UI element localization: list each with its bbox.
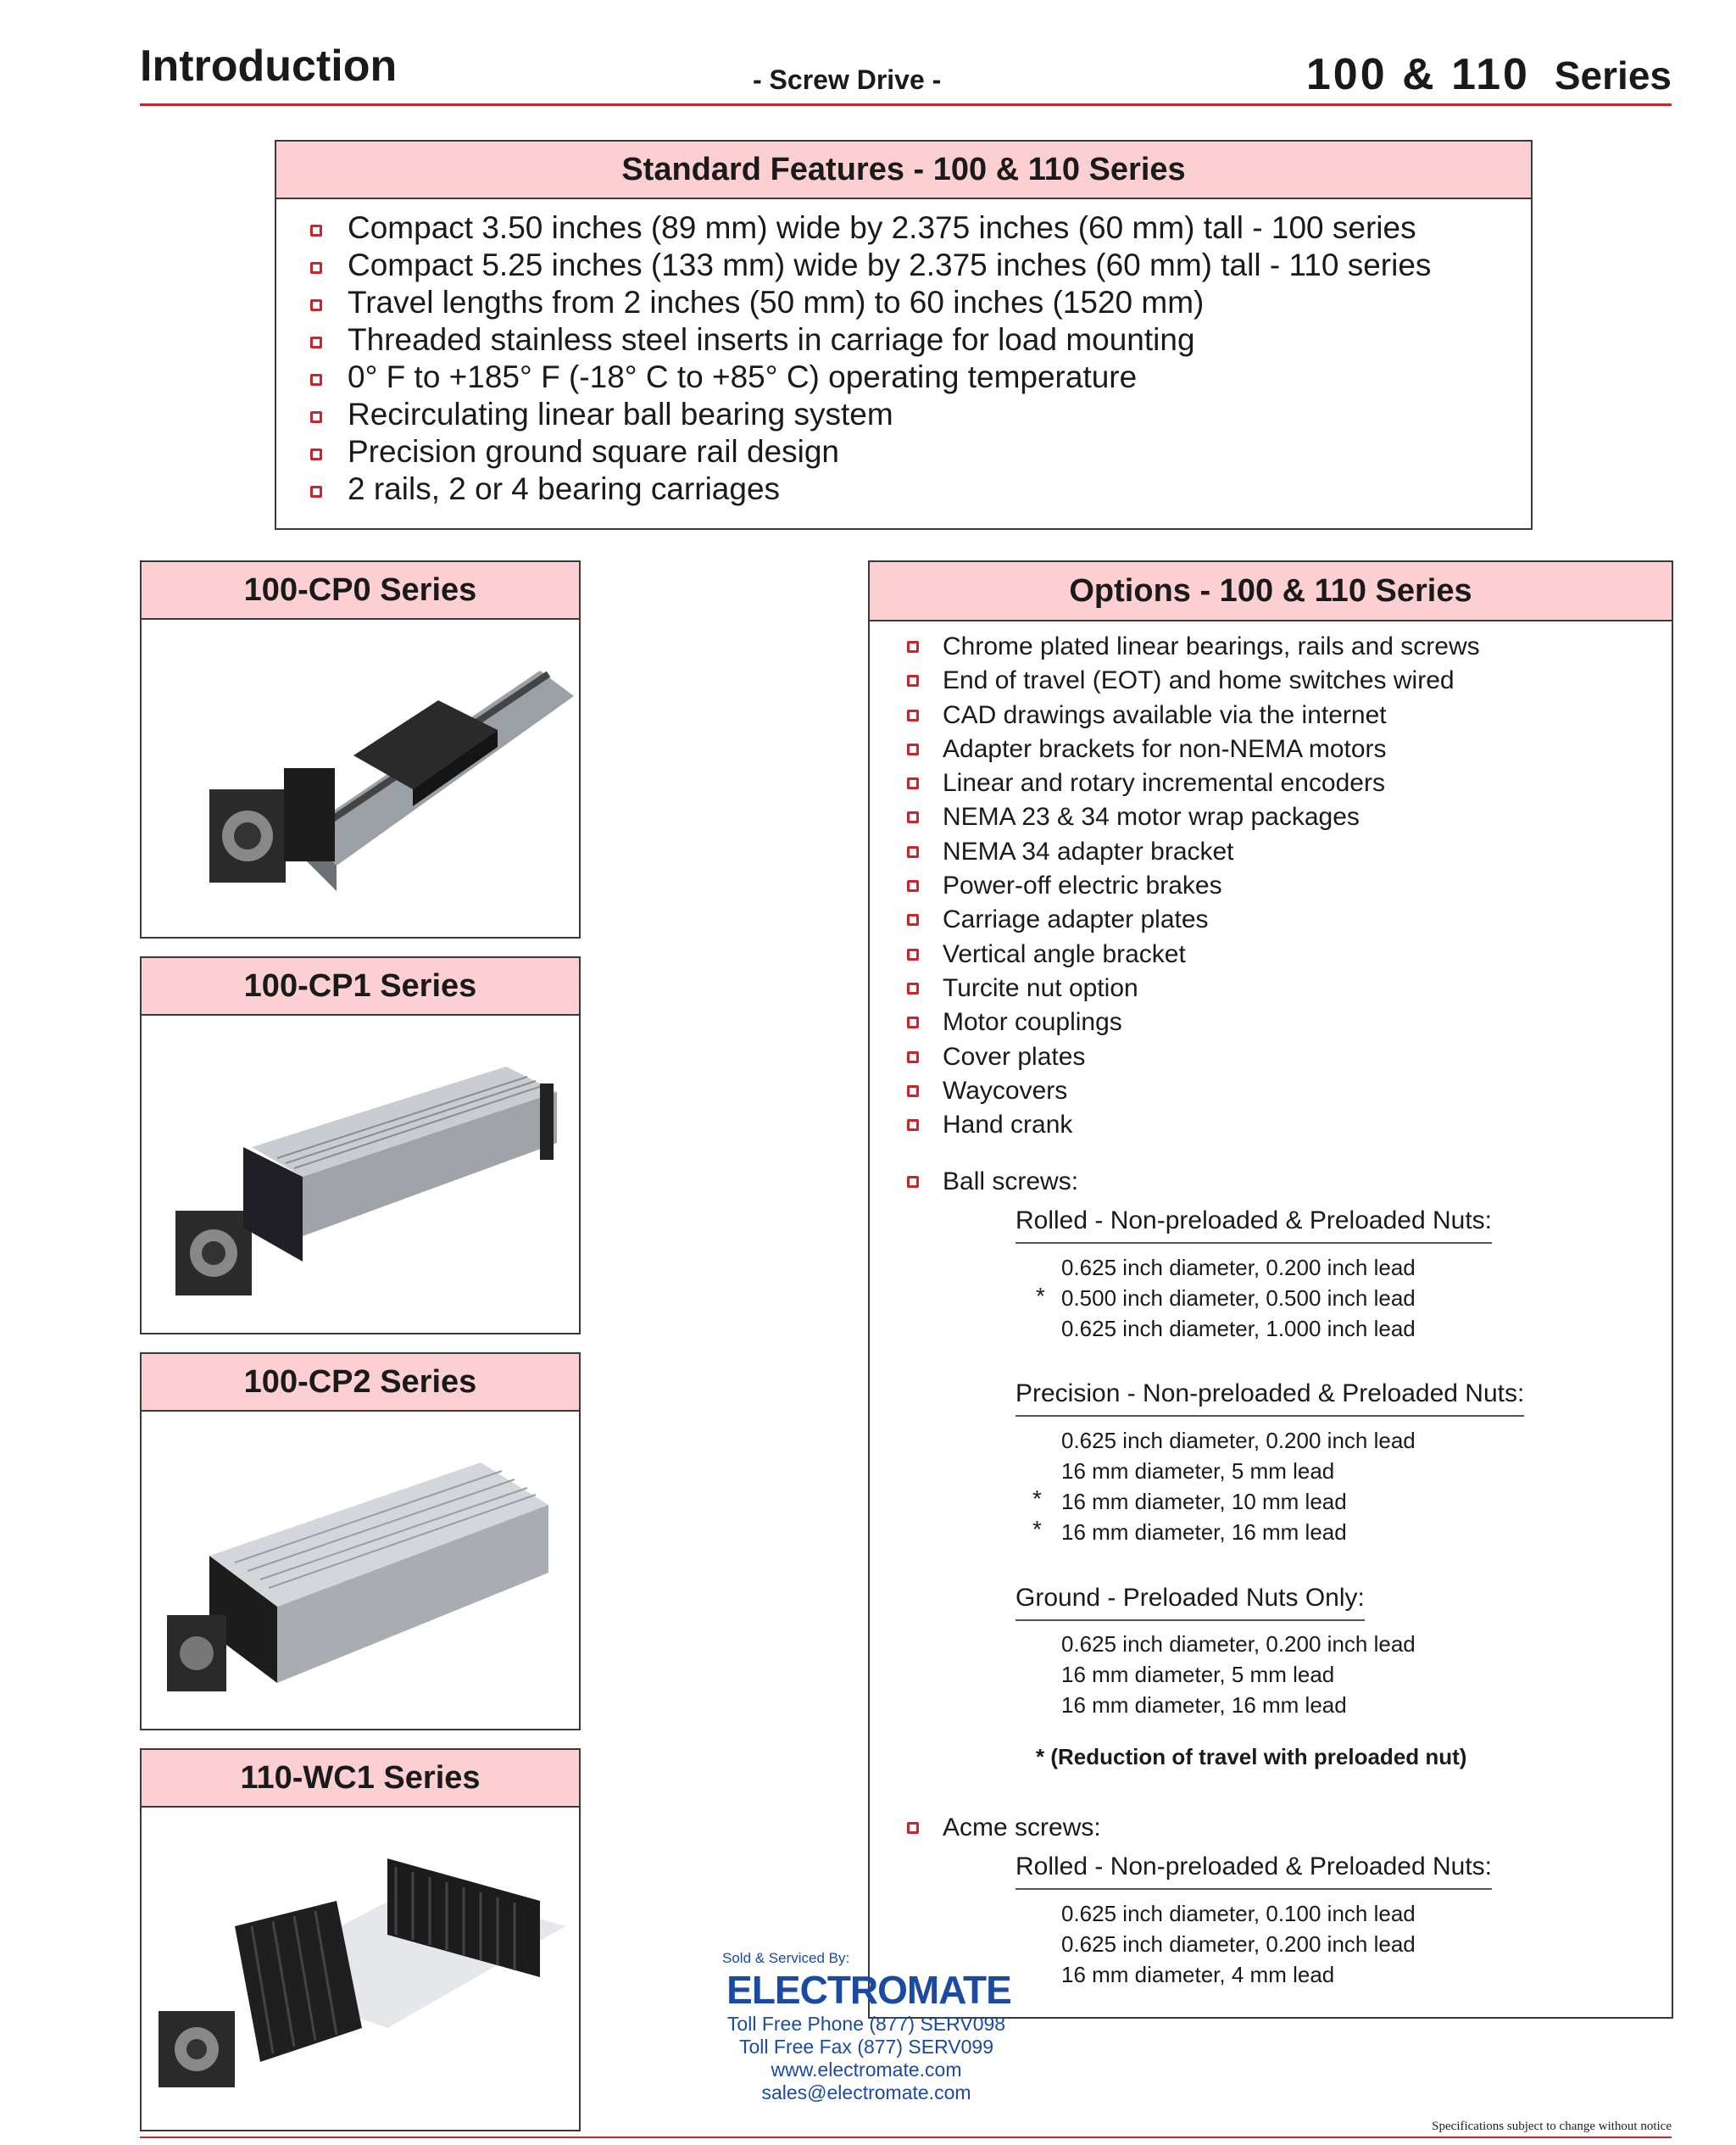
square-bullet-icon [310,486,322,498]
acme-rolled-heading: Rolled - Non-preloaded & Preloaded Nuts: [1015,1852,1492,1890]
spec-line: 0.500 inch diameter, 0.500 inch lead [1061,1285,1416,1311]
options-box [868,560,1673,2019]
standard-features-title: Standard Features - 100 & 110 Series [276,142,1531,199]
product-image-cp2 [142,1412,579,1729]
fax-line: Toll Free Fax (877) SERV099 [739,2036,993,2058]
linear-stage-illustration [142,1016,579,1333]
ball-rolled-heading: Rolled - Non-preloaded & Preloaded Nuts: [1015,1206,1492,1244]
square-bullet-icon [907,1051,919,1063]
ball-screws-label: Ball screws: [907,1167,1078,1196]
square-bullet-icon [310,337,322,348]
preload-star: * [1036,1283,1045,1309]
preload-star: * [1032,1516,1042,1542]
standard-features-list [276,199,1531,508]
phone-line: Toll Free Phone (877) SERV098 [726,2013,1006,2035]
square-bullet-icon [907,1176,919,1188]
spec-line: 0.625 inch diameter, 0.200 inch lead [1061,1428,1416,1453]
square-bullet-icon [310,374,322,386]
brand-row [722,1967,1010,2013]
square-bullet-icon [310,448,322,460]
standard-features-box [275,140,1533,530]
spec-line: 16 mm diameter, 16 mm lead [1061,1519,1347,1545]
list-item: Travel lengths from 2 inches (50 mm) to 60 inches (1520 mm) [310,284,1531,321]
website-link[interactable]: www.electromate.com [771,2059,962,2081]
footnote: Specifications subject to change without notice [1432,2120,1672,2133]
ball-precision-heading: Precision - Non-preloaded & Preloaded Nuts: [1015,1379,1524,1417]
linear-stage-illustration [142,1808,579,2125]
square-bullet-icon [907,1119,919,1131]
list-item: Precision ground square rail design [310,433,1531,471]
list-item: Chrome plated linear bearings, rails and screws [907,630,1672,664]
list-item: Waycovers [907,1074,1672,1108]
list-item: Linear and rotary incremental encoders [907,766,1672,800]
linear-stage-illustration [142,1412,579,1729]
list-item: NEMA 34 adapter bracket [907,835,1672,869]
page-title: Introduction [140,42,398,91]
square-bullet-icon [907,1822,919,1834]
square-bullet-icon [907,744,919,755]
series-title: 110-WC1 Series [142,1750,579,1808]
square-bullet-icon [907,675,919,687]
square-bullet-icon [907,914,919,926]
list-item: 2 rails, 2 or 4 bearing carriages [310,471,1531,508]
list-item: Recirculating linear ball bearing system [310,396,1531,433]
footer-rule [140,2137,1672,2138]
product-image-cp0 [142,620,579,937]
spec-line: 0.625 inch diameter, 0.200 inch lead [1061,1931,1416,1957]
square-bullet-icon [907,983,919,994]
list-item: Compact 3.50 inches (89 mm) wide by 2.375 inches (60 mm) tall - 100 series [310,209,1531,247]
acme-screws-label: Acme screws: [907,1814,1101,1842]
series-number: 100 & 110 [1305,50,1530,99]
page-subtitle: - Screw Drive - [753,64,942,95]
preload-star: * [1032,1485,1042,1512]
spec-line: 0.625 inch diameter, 0.200 inch lead [1061,1255,1416,1280]
spec-line: 16 mm diameter, 5 mm lead [1061,1458,1335,1484]
list-item: 0° F to +185° F (-18° C to +85° C) operating temperature [310,359,1531,396]
square-bullet-icon [310,225,322,237]
list-item: Carriage adapter plates [907,903,1672,937]
linear-stage-illustration [142,620,579,937]
product-image-cp1 [142,1016,579,1333]
product-image-wc1 [142,1808,579,2125]
list-item: Threaded stainless steel inserts in carriage for load mounting [310,321,1531,359]
series-word: Series [1554,53,1672,98]
square-bullet-icon [907,880,919,892]
header-rule [140,103,1672,106]
list-item: Power-off electric brakes [907,869,1672,903]
square-bullet-icon [907,846,919,858]
square-bullet-icon [310,262,322,274]
spec-line: 0.625 inch diameter, 0.100 inch lead [1061,1901,1416,1926]
spec-line: 0.625 inch diameter, 0.200 inch lead [1061,1631,1416,1657]
series-title: 100-CP2 Series [142,1354,579,1412]
square-bullet-icon [907,710,919,722]
series-title: 100-CP1 Series [142,958,579,1016]
list-item: Adapter brackets for non-NEMA motors [907,733,1672,766]
email-link[interactable]: sales@electromate.com [761,2081,971,2103]
series-card-wc1 [140,1748,581,2131]
list-item: Motor couplings [907,1006,1672,1039]
square-bullet-icon [310,411,322,423]
brand-name: ELECTROMATE [726,1968,1011,2012]
ball-ground-heading: Ground - Preloaded Nuts Only: [1015,1584,1365,1621]
series-card-cp2 [140,1352,581,1730]
series-heading [1306,49,1672,100]
square-bullet-icon [907,811,919,823]
sold-by-text: Sold & Serviced By: [722,1950,850,1966]
spec-line: 16 mm diameter, 5 mm lead [1061,1662,1335,1687]
square-bullet-icon [907,1085,919,1097]
electromate-logo [722,1950,1010,2104]
list-item: Compact 5.25 inches (133 mm) wide by 2.375 inches (60 mm) tall - 110 series [310,247,1531,284]
series-card-cp1 [140,956,581,1334]
series-card-cp0 [140,560,581,939]
spec-line: 16 mm diameter, 10 mm lead [1061,1489,1347,1514]
square-bullet-icon [907,777,919,789]
square-bullet-icon [907,641,919,653]
list-item: Cover plates [907,1040,1672,1074]
list-item: CAD drawings available via the internet [907,699,1672,733]
preload-note: * (Reduction of travel with preloaded nut) [1036,1744,1467,1769]
list-item: End of travel (EOT) and home switches wired [907,664,1672,698]
square-bullet-icon [907,1017,919,1028]
list-item: Vertical angle bracket [907,938,1672,972]
spec-line: 16 mm diameter, 16 mm lead [1061,1692,1347,1718]
square-bullet-icon [907,949,919,961]
square-bullet-icon [310,299,322,311]
list-item: NEMA 23 & 34 motor wrap packages [907,800,1672,834]
options-list [870,621,1672,1142]
list-item: Hand crank [907,1108,1672,1142]
list-item: Turcite nut option [907,972,1672,1006]
spec-line: 0.625 inch diameter, 1.000 inch lead [1061,1316,1416,1341]
spec-line: 16 mm diameter, 4 mm lead [1061,1962,1335,1987]
options-title: Options - 100 & 110 Series [870,562,1672,621]
series-title: 100-CP0 Series [142,562,579,620]
